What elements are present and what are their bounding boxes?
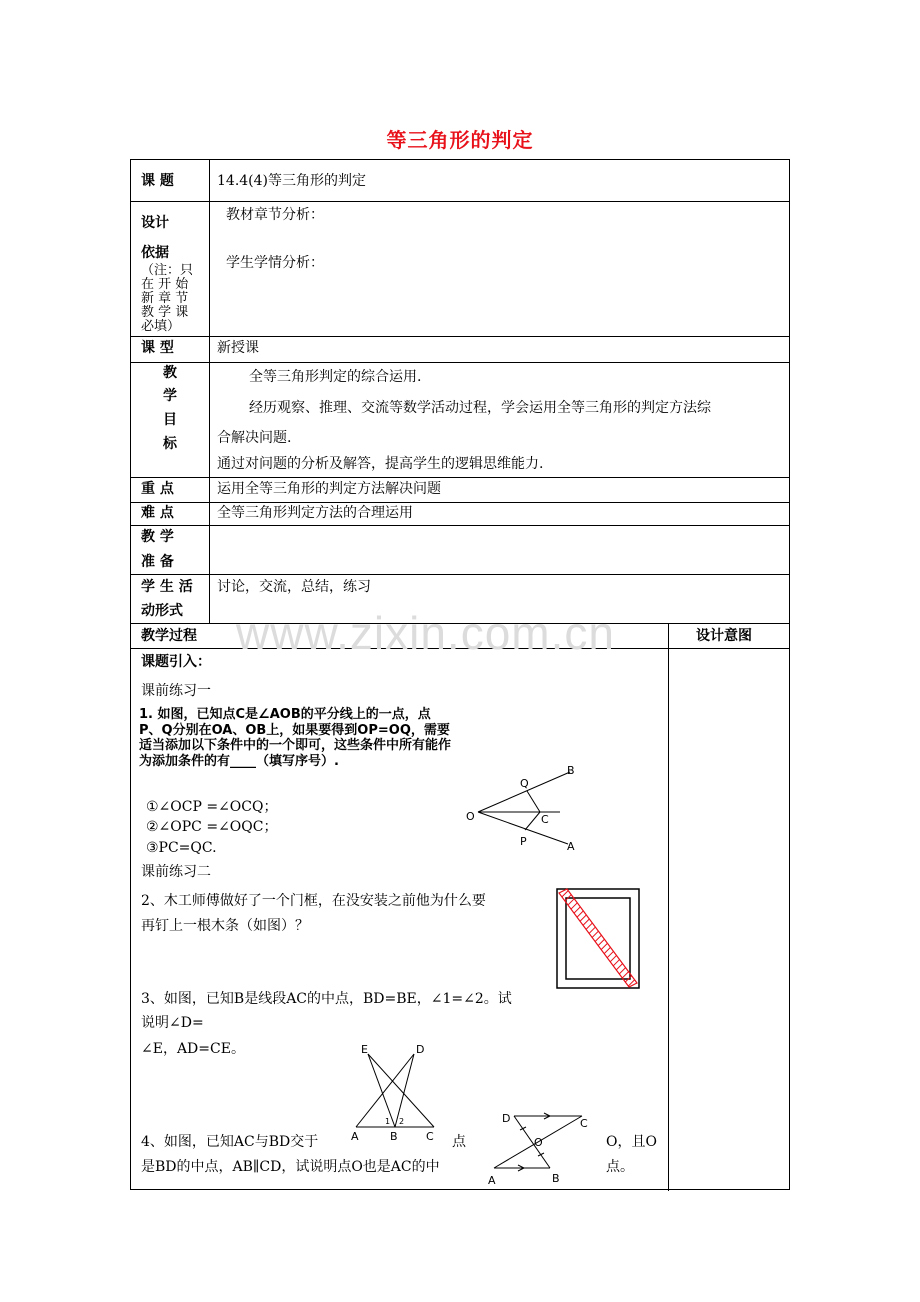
row-divider [131,623,789,624]
q4-line-2a: 是BD的中点，AB∥CD，试说明点O也是AC的中 [141,1159,440,1175]
q4-line-1c: O，且O [606,1134,657,1150]
label-angle-2: 2 [399,1117,405,1126]
textbook-analysis: 教材章节分析： [226,207,324,223]
student-analysis: 学生学情分析： [226,255,324,271]
diagonal-brace [559,889,637,987]
type-label: 课 型 [141,340,174,356]
basis-label: 依据 [141,245,169,261]
basis-note: 在 开 始 [141,277,189,292]
page-title: 等三角形的判定 [386,128,534,152]
row-divider [131,201,789,202]
label-o: O [466,810,475,823]
label-c: C [426,1130,434,1143]
segment-be [368,1054,395,1127]
label-a: A [351,1130,359,1143]
segment-pc [525,812,540,830]
goal-3: 通过对问题的分析及解答，提高学生的逻辑思维能力. [217,456,544,472]
basis-note: （注：只 [141,263,194,278]
difficulty-value: 全等三角形判定方法的合理运用 [217,505,413,521]
intro-heading: 课题引入： [141,654,211,670]
goal-1: 全等三角形判定的综合运用. [249,369,422,385]
row-divider [131,502,789,503]
process-label: 教学过程 [141,628,197,644]
label-b: B [390,1130,398,1143]
label-b: B [552,1172,560,1185]
q3-line-1: 3、如图，已知B是线段AC的中点，BD=BE，∠1=∠2。试 [141,991,512,1007]
q1-option-1: ①∠OCP =∠OCQ； [146,799,278,815]
q4-line-1b: 点 [452,1134,466,1150]
col-divider [209,160,210,623]
q3-line-3: ∠E，AD=CE。 [141,1041,245,1057]
goal-label: 标 [163,436,177,452]
intent-label: 设计意图 [696,628,752,644]
label-c: C [541,813,549,826]
q1-option-3: ③PC=QC. [146,840,217,856]
label-a: A [488,1174,496,1187]
label-c: C [580,1117,588,1130]
difficulty-label: 难 点 [141,505,174,521]
topic-value: 14.4(4)等三角形的判定 [217,173,367,189]
triangles-figure [348,1040,444,1146]
form-label: 学 生 活 [141,579,193,595]
key-value: 运用全等三角形的判定方法解决问题 [217,481,441,497]
goal-2: 经历观察、推理、交流等数学活动过程，学会运用全等三角形的判定方法综 [249,400,711,416]
segment-qc [527,791,540,812]
q3-line-2: 说明∠D= [141,1015,204,1031]
row-divider [131,574,789,575]
segment-db [514,1116,550,1168]
goal-label: 目 [163,412,177,428]
q2-line-2: 再钉上一根木条（如图）？ [141,918,309,934]
q4-line-1a: 4、如图，已知AC与BD交于 [141,1134,319,1150]
row-divider [131,648,789,649]
label-e: E [361,1043,368,1056]
label-angle-1: 1 [385,1117,391,1126]
form-value: 讨论，交流，总结，练习 [217,579,371,595]
pre-exercise-2: 课前练习二 [141,864,211,880]
prep-label: 教 学 [141,529,174,545]
door-frame-figure [556,888,640,989]
label-d: D [502,1112,511,1125]
row-divider [131,362,789,363]
basis-note: 必填） [141,319,181,334]
col-divider [668,623,669,1191]
basis-note: 教 学 课 [141,305,189,320]
lesson-plan-table [130,159,790,1190]
basis-note: 新 章 节 [141,291,189,306]
segment-bd [395,1054,414,1127]
basis-label: 设计 [141,215,169,231]
form-label: 动形式 [141,603,183,619]
q1-option-2: ②∠OPC =∠OQC； [146,819,278,835]
label-d: D [416,1043,425,1056]
label-b: B [567,764,575,777]
row-divider [131,525,789,526]
topic-label: 课 题 [141,173,174,189]
goal-2-cont: 合解决问题. [217,430,292,446]
row-divider [131,477,789,478]
type-value: 新授课 [217,340,259,356]
pre-exercise-1: 课前练习一 [141,683,211,699]
q2-line-1: 2、木工师傅做好了一个门框，在没安装之前他为什么要 [141,893,486,909]
watermark: www.zixin.com.cn [236,607,615,659]
question-1-text: 1. 如图，已知点C是∠AOB的平分线上的一点，点P、Q分别在OA、OB上，如果要得到OP=OQ，需要适当添加以下条件中的一个即可，这些条件中所有能作为添加条件的有____（填写序号）. [139,707,452,769]
q4-line-2b: 点。 [606,1159,634,1175]
label-q: Q [520,777,529,790]
prep-label: 准 备 [141,554,174,570]
goal-label: 学 [163,388,177,404]
label-p: P [520,835,527,848]
label-o: O [534,1136,543,1149]
key-label: 重 点 [141,481,174,497]
label-a: A [567,840,575,853]
parallel-lines-figure [484,1110,594,1188]
angle-bisector-figure [460,760,580,855]
goal-label: 教 [163,365,177,381]
row-divider [131,336,789,337]
